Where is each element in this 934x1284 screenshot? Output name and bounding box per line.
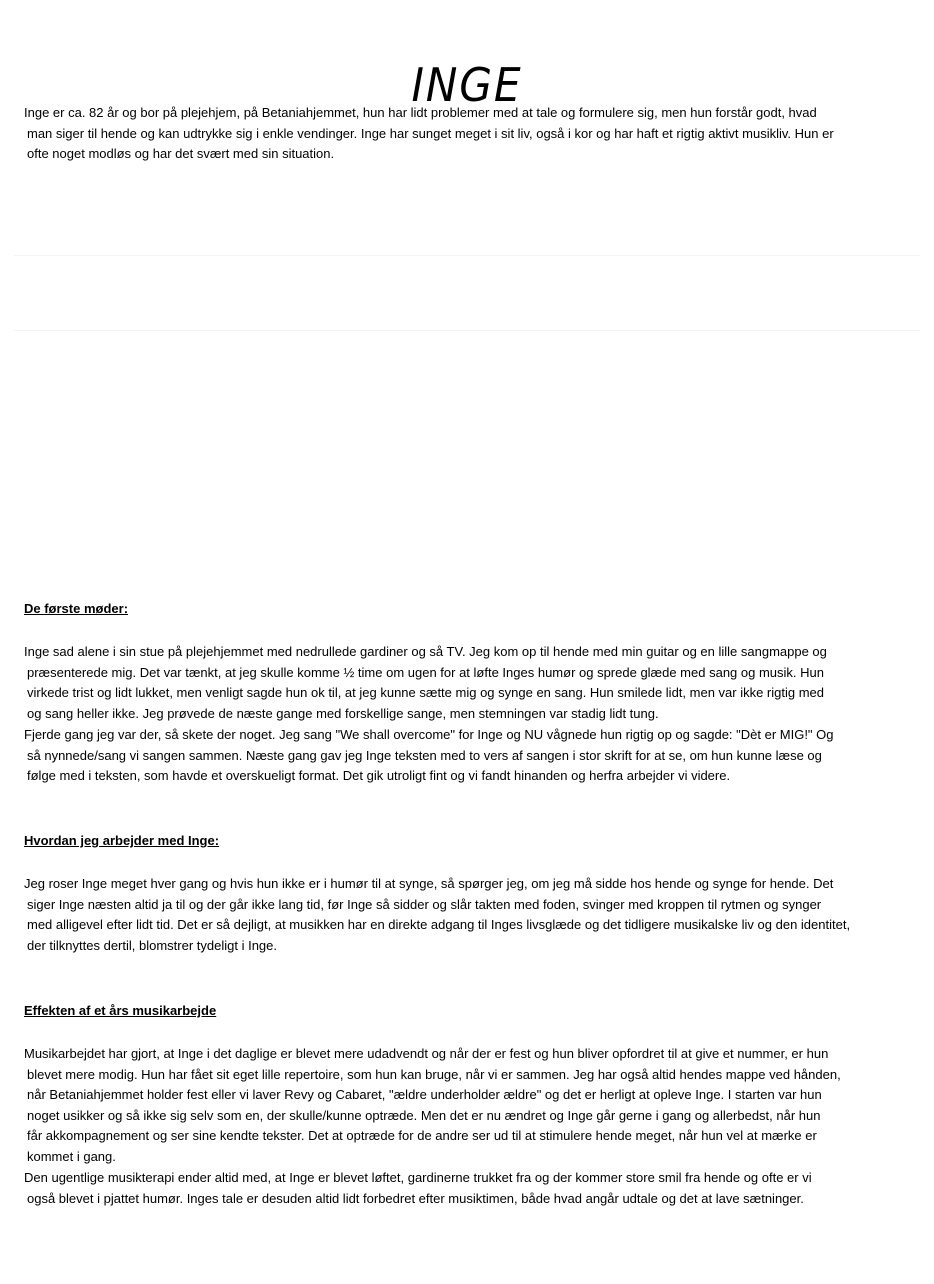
divider — [14, 330, 920, 331]
text-line: ofte noget modløs og har det svært med sin situation. — [27, 146, 335, 162]
text-line: Jeg roser Inge meget hver gang og hvis hun ikke er i humør til at synge, så spørger jeg, om jeg må sidde hos hende og synge for hende. Det — [24, 876, 834, 891]
text-line: med alligevel efter lidt tid. Det er så dejligt, at musikken har en direkte adgang til Inges livsglæde og det tidligere musikalske liv og den identitet, — [27, 917, 851, 933]
text-line: når Betaniahjemmet holder fest eller vi laver Revy og Cabaret, "ældre underholder ældre" og det er herligt at opleve Inge. I starten var hun — [27, 1087, 822, 1103]
text-line: også blevet i pjattet humør. Inges tale er desuden altid lidt forbedret efter musiktimen, både hvad angår udtale og det at lave sætninger. — [27, 1190, 804, 1206]
text-line: Inge er ca. 82 år og bor på plejehjem, på Betaniahjemmet, hun har lidt problemer med at tale og formulere sig, men hun forstår godt, hvad — [24, 105, 817, 120]
text-line: præsenterede mig. Det var tænkt, at jeg skulle komme ½ time om ugen for at løfte Inges humør og sprede glæde med sang og musik. Hun — [27, 664, 824, 680]
intro-paragraph — [24, 103, 907, 165]
text-line: kommet i gang. — [27, 1148, 116, 1164]
text-line: og sang heller ikke. Jeg prøvede de næste gange med forskellige sange, men stemningen var stadig lidt tung. — [27, 705, 659, 721]
text-line: Inge sad alene i sin stue på plejehjemmet med nedrullede gardiner og så TV. Jeg kom op til hende med min guitar og en lille sangmappe og — [24, 644, 827, 659]
text-line: man siger til hende og kan udtrykke sig i enkle vendinger. Inge har sunget meget i sit liv, også i kor og har haft et rigtig aktivt musikliv. Hun er — [27, 125, 834, 141]
text-line: så nynnede/sang vi sangen sammen. Næste gang gav jeg Inge teksten med to vers af sangen i stor skrift for at se, om hun kunne læse og — [27, 747, 822, 763]
text-line: Musikarbejdet har gjort, at Inge i det daglige er blevet mere udadvendt og når der er fest og hun bliver opfordret til at give et nummer, er hun — [24, 1046, 829, 1061]
section-heading-first-meetings: De første møder: — [24, 601, 129, 616]
text-line: Fjerde gang jeg var der, så skete der noget. Jeg sang "We shall overcome" for Inge og NU vågnede hun rigtig op og sagde: "Dèt er MIG!" Og — [24, 727, 834, 742]
section-heading-how-i-work: Hvordan jeg arbejder med Inge: — [24, 833, 220, 848]
section-heading-effect: Effekten af et års musikarbejde — [24, 1003, 217, 1018]
first-meetings-paragraph-2 — [24, 725, 907, 787]
effect-paragraph-2 — [24, 1168, 907, 1209]
text-line: noget usikker og så ikke sig selv som en, der skulle/kunne optræde. Men det er nu ændret og Inge går gerne i gang og allerbedst, når hun — [27, 1107, 821, 1123]
text-line: siger Inge næsten altid ja til og der går ikke lang tid, før Inge så sidder og slår takten med foden, svinger med kroppen til rytmen og synger — [27, 896, 822, 912]
text-line: der tilknyttes dertil, blomstrer tydeligt i Inge. — [27, 937, 277, 953]
text-line: blevet mere modig. Hun har fået sit eget lille repertoire, som hun kan bruge, når vi er sammen. Jeg har også altid hendes mappe ved hånden, — [27, 1066, 841, 1082]
how-i-work-paragraph — [24, 874, 907, 956]
page-title: INGE — [411, 57, 523, 112]
first-meetings-paragraph-1 — [24, 642, 907, 724]
text-line: får akkompagnement og ser sine kendte tekster. Det at optræde for de andre ser ud til at stimulere hende meget, når hun vel at mærke er — [27, 1128, 817, 1144]
divider — [14, 255, 920, 256]
effect-paragraph-1 — [24, 1044, 907, 1168]
text-line: Den ugentlige musikterapi ender altid med, at Inge er blevet løftet, gardinerne trukket fra og der kommer store smil fra hende og ofte er vi — [24, 1170, 812, 1185]
text-line: følge med i teksten, som havde et overskueligt format. Det gik utroligt fint og vi fandt hinanden og herfra arbejder vi videre. — [27, 768, 731, 784]
text-line: virkede trist og lidt lukket, men venligt sagde hun ok til, at jeg kunne sætte mig og synge en sang. Hun smilede lidt, men var ikke rigtig med — [27, 685, 825, 701]
